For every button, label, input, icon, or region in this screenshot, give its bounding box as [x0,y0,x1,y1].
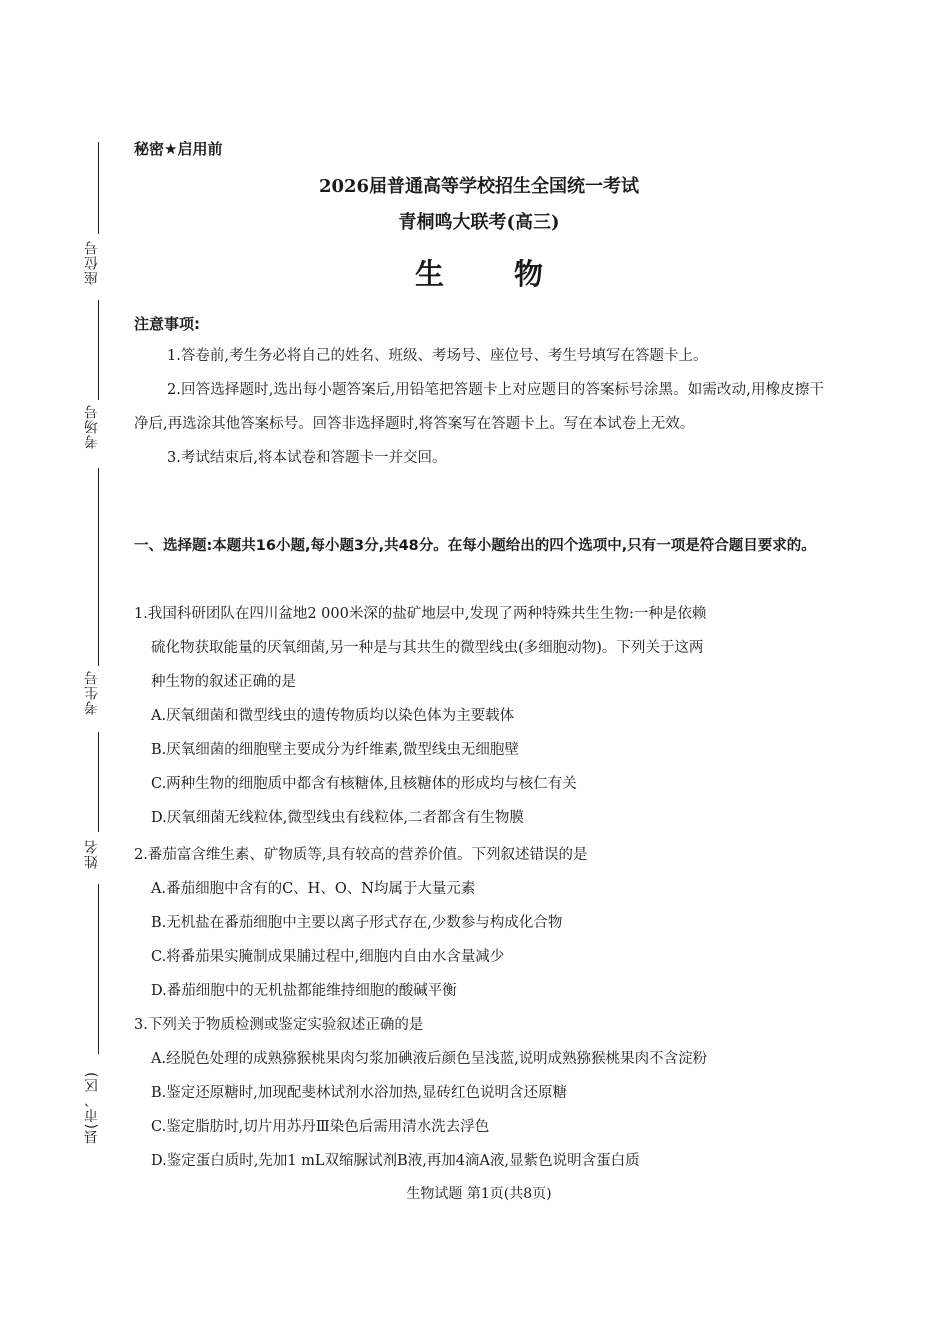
margin-line-county [98,884,99,1054]
margin-line-name [98,732,99,832]
notice-item: 2.回答选择题时,选出每小题答案后,用铅笔把答题卡上对应题目的答案标号涂黑。如需改动,用橡皮擦干净后,再选涂其他答案标号。回答非选择题时,将答案写在答题卡上。写在本试卷上无效。 [134,382,824,432]
county-label: 县(市、区) [84,1071,100,1145]
question-stem: 3.下列关于物质检测或鉴定实验叙述正确的是 [134,1017,424,1033]
question-2 [134,838,824,1008]
option-c: C.鉴定脂肪时,切片用苏丹Ⅲ染色后需用清水洗去浮色 [151,1119,490,1135]
option-d: D.番茄细胞中的无机盐都能维持细胞的酸碱平衡 [151,983,457,999]
question-3 [134,1008,824,1178]
option-c: C.将番茄果实腌制成果脯过程中,细胞内自由水含量减少 [151,949,505,965]
seat-label: 座位号 [84,240,100,286]
exam-subtitle: 青桐鸣大联考(高三) [398,212,560,233]
section-heading: 一、选择题:本题共16小题,每小题3分,共48分。在每小题给出的四个选项中,只有一项是符合题目要求的。 [134,538,816,554]
room-label: 考场号 [84,404,100,450]
page-footer: 生物试题 第1页(共8页) [406,1186,552,1202]
notice-item: 1.答卷前,考生务必将自己的姓名、班级、考场号、座位号、考生号填写在答题卡上。 [167,348,708,364]
margin-line-seat [98,142,99,234]
option-b: B.无机盐在番茄细胞中主要以离子形式存在,少数参与构成化合物 [151,915,563,931]
candidate-no-label: 考生号 [84,670,100,716]
option-a: A.番茄细胞中含有的C、H、O、N均属于大量元素 [151,881,476,897]
option-d: D.厌氧细菌无线粒体,微型线虫有线粒体,二者都含有生物膜 [151,810,524,826]
option-b: B.厌氧细菌的细胞壁主要成分为纤维素,微型线虫无细胞壁 [151,742,519,758]
exam-title: 2026届普通高等学校招生全国统一考试 [318,176,640,197]
question-stem-cont: 硫化物获取能量的厌氧细菌,另一种是与其共生的微型线虫(多细胞动物)。下列关于这两 [151,640,704,656]
subject-title: 生 物 [414,257,574,291]
question-1 [134,597,824,835]
notice-item: 3.考试结束后,将本试卷和答题卡一并交回。 [167,450,447,466]
question-stem: 1.我国科研团队在四川盆地2 000米深的盐矿地层中,发现了两种特殊共生生物:一种是依赖 [134,606,707,622]
name-label: 姓名 [84,839,100,869]
secret-label: 秘密★启用前 [134,140,223,158]
notice-block [134,339,824,475]
notice-heading: 注意事项: [134,315,200,333]
option-b: B.鉴定还原糖时,加现配斐林试剂水浴加热,显砖红色说明含还原糖 [151,1085,567,1101]
question-stem-cont: 种生物的叙述正确的是 [151,674,296,690]
option-c: C.两种生物的细胞质中都含有核糖体,且核糖体的形成均与核仁有关 [151,776,577,792]
option-a: A.厌氧细菌和微型线虫的遗传物质均以染色体为主要载体 [151,708,515,724]
question-stem: 2.番茄富含维生素、矿物质等,具有较高的营养价值。下列叙述错误的是 [134,847,588,863]
binding-margin [0,0,120,1344]
margin-line-room [98,300,99,400]
margin-line-candidate [98,468,99,666]
option-d: D.鉴定蛋白质时,先加1 mL双缩脲试剂B液,再加4滴A液,显紫色说明含蛋白质 [151,1153,640,1169]
option-a: A.经脱色处理的成熟猕猴桃果肉匀浆加碘液后颜色呈浅蓝,说明成熟猕猴桃果肉不含淀粉 [151,1051,708,1067]
